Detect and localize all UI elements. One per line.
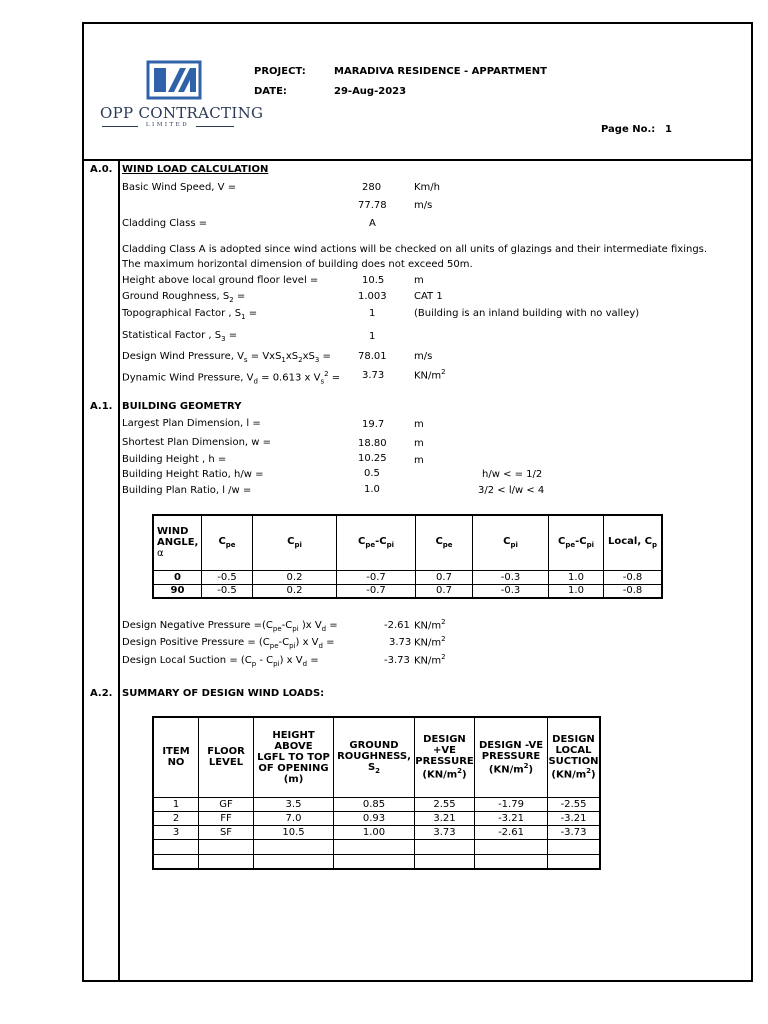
building-height-value: 10.25 (358, 453, 387, 464)
shortest-dimension-label: Shortest Plan Dimension, w = (122, 437, 271, 448)
cell: FF (199, 811, 254, 825)
wind-speed-ms-unit: m/s (414, 200, 433, 211)
cell: -0.3 (473, 584, 549, 598)
date-label: DATE: (254, 86, 287, 97)
cell: 0.2 (253, 584, 337, 598)
company-subtitle: LIMITED (145, 122, 190, 128)
topographical-note: (Building is an inland building with no valley) (414, 308, 640, 319)
height-label: Height above local ground floor level = (122, 275, 319, 286)
cell: 3 (153, 825, 199, 839)
cell: 0.85 (334, 797, 415, 811)
header-divider (82, 159, 753, 161)
largest-dimension-label: Largest Plan Dimension, l = (122, 418, 261, 429)
cell: -0.5 (202, 584, 253, 598)
roughness-label: Ground Roughness, $S_2$ = (122, 291, 246, 304)
header-cpi-2: $C_{pi}$ (473, 515, 549, 570)
table-row (153, 811, 600, 825)
table-row (153, 825, 600, 839)
height-value: 10.5 (362, 275, 385, 286)
header-cpi: $C_{pi}$ (253, 515, 337, 570)
table-row (153, 797, 600, 811)
negative-pressure-label: Design Negative Pressure $=(C_{pe}-C_{pi}$ )x $V_d$ = (122, 620, 338, 633)
building-height-label: Building Height , h = (122, 454, 227, 465)
height-unit: m (414, 275, 424, 286)
project-label: PROJECT: (254, 66, 306, 77)
design-wind-loads-table (152, 716, 601, 870)
header-positive-pressure: DESIGN +VE PRESSURE $(KN/m^2)$ (415, 717, 475, 797)
cell: -0.8 (604, 570, 663, 584)
largest-dimension-value: 19.7 (362, 419, 385, 430)
date-value: 29-Aug-2023 (334, 86, 407, 97)
topographical-value: 1 (369, 308, 376, 319)
cell: 0.7 (416, 584, 473, 598)
local-suction-label: Design Local Suction = $(C_p - C_{pi})$ x $V_d$ = (122, 655, 319, 668)
positive-pressure-label: Design Positive Pressure = $(C_{pe}-C_{pi})$ x $V_d$ = (122, 637, 335, 650)
section-a0-number: A.0. (90, 164, 113, 175)
wind-speed-kmh-unit: Km/h (414, 182, 441, 193)
header-ground-roughness: GROUND ROUGHNESS, $S_2$ (334, 717, 415, 797)
wind-speed-label: Basic Wind Speed, V = (122, 182, 237, 193)
cell: -0.5 (202, 570, 253, 584)
cell: 0.2 (253, 570, 337, 584)
height-ratio-label: Building Height Ratio, h/w = (122, 469, 264, 480)
header-height: HEIGHT ABOVE LGFL TO TOP OF OPENING (m) (254, 717, 334, 797)
cell: 3.5 (254, 797, 334, 811)
section-a2-title: SUMMARY OF DESIGN WIND LOADS: (122, 688, 325, 699)
cell: -0.7 (337, 584, 416, 598)
section-a0-title: WIND LOAD CALCULATION (122, 164, 269, 175)
cell: -0.3 (473, 570, 549, 584)
plan-ratio-value: 1.0 (364, 484, 380, 495)
wind-speed-kmh: 280 (362, 182, 382, 193)
wind-speed-ms: 77.78 (358, 200, 387, 211)
cell: 10.5 (254, 825, 334, 839)
dynamic-wind-pressure-value: 3.73 (362, 370, 385, 381)
cladding-note: Cladding Class A is adopted since wind actions will be checked on all units of glazings and their intermediate fixings. (122, 244, 708, 255)
company-name: OPP CONTRACTING (100, 104, 264, 122)
local-suction-value: -3.73 (384, 655, 410, 666)
negative-pressure-unit: $KN/m^2$ (414, 618, 446, 632)
cell: GF (199, 797, 254, 811)
cell: 0.93 (334, 811, 415, 825)
cell: 3.21 (415, 811, 475, 825)
header-cpe-minus-cpi: $C_{pe}-C_{pi}$ (337, 515, 416, 570)
header-cpe: $C_{pe}$ (202, 515, 253, 570)
height-ratio-range: h/w < = 1/2 (482, 469, 543, 480)
cell: -3.21 (548, 811, 601, 825)
dimension-note: The maximum horizontal dimension of building does not exceed 50m. (122, 259, 473, 270)
section-a2-number: A.2. (90, 688, 113, 699)
cladding-label: Cladding Class = (122, 218, 208, 229)
project-value: MARADIVA RESIDENCE - APPARTMENT (334, 66, 547, 77)
table-row (153, 584, 662, 598)
design-wind-pressure-label: Design Wind Pressure, $V_s = VxS_1xS_2xS_3$ = (122, 351, 331, 364)
dynamic-wind-pressure-label: Dynamic Wind Pressure, $V_d = 0.613$ x $V_s^2$ = (122, 370, 341, 386)
cell: 0.7 (416, 570, 473, 584)
cell: 7.0 (254, 811, 334, 825)
cell: 3.73 (415, 825, 475, 839)
cell: 1.0 (549, 584, 604, 598)
header-local-cp: Local, $C_p$ (604, 515, 663, 570)
cell: 2 (153, 811, 199, 825)
shortest-dimension-unit: m (414, 438, 424, 449)
section-a1-number: A.1. (90, 401, 113, 412)
cell: 2.55 (415, 797, 475, 811)
table-row-empty (153, 854, 600, 869)
cell: SF (199, 825, 254, 839)
cell: -3.73 (548, 825, 601, 839)
page-label: Page No.: (601, 124, 656, 135)
plan-ratio-range: 3/2 < l/w < 4 (478, 485, 545, 496)
section-column-divider (118, 160, 120, 982)
cell: -1.79 (475, 797, 548, 811)
shortest-dimension-value: 18.80 (358, 438, 387, 449)
design-wind-pressure-value: 78.01 (358, 351, 387, 362)
pressure-coefficient-table (152, 514, 663, 599)
company-logo-icon (146, 60, 202, 100)
building-height-unit: m (414, 455, 424, 466)
dynamic-wind-pressure-unit: $KN/m^2$ (414, 368, 446, 382)
header-cpe-2: $C_{pe}$ (416, 515, 473, 570)
header-item-no: ITEM NO (153, 717, 199, 797)
cell: -0.8 (604, 584, 663, 598)
header-local-suction: DESIGN LOCAL SUCTION $(KN/m^2)$ (548, 717, 601, 797)
positive-pressure-unit: $KN/m^2$ (414, 635, 446, 649)
cell: 1 (153, 797, 199, 811)
table-row (153, 570, 662, 584)
design-wind-pressure-unit: m/s (414, 351, 433, 362)
cell: 1.0 (549, 570, 604, 584)
statistical-value: 1 (369, 331, 376, 342)
negative-pressure-value: -2.61 (384, 620, 410, 631)
roughness-category: CAT 1 (414, 291, 443, 302)
plan-ratio-label: Building Plan Ratio, l /w = (122, 485, 252, 496)
roughness-value: 1.003 (358, 291, 387, 302)
header-negative-pressure: DESIGN -VE PRESSURE $(KN/m^2)$ (475, 717, 548, 797)
cell: -2.55 (548, 797, 601, 811)
cell: 1.00 (334, 825, 415, 839)
cell: -3.21 (475, 811, 548, 825)
header-wind-angle: WIND ANGLE, α (153, 515, 202, 570)
cell: -2.61 (475, 825, 548, 839)
header-floor-level: FLOOR LEVEL (199, 717, 254, 797)
cell: -0.7 (337, 570, 416, 584)
height-ratio-value: 0.5 (364, 468, 380, 479)
statistical-label: Statistical Factor , $S_3$ = (122, 330, 238, 343)
page-number: 1 (665, 124, 672, 135)
cell: 0 (153, 570, 202, 584)
topographical-label: Topographical Factor , $S_1$ = (122, 308, 258, 321)
largest-dimension-unit: m (414, 419, 424, 430)
header-cpe-minus-cpi-2: $C_{pe}-C_{pi}$ (549, 515, 604, 570)
cladding-value: A (369, 218, 376, 229)
table-row-empty (153, 839, 600, 854)
section-a1-title: BUILDING GEOMETRY (122, 401, 242, 412)
positive-pressure-value: 3.73 (389, 637, 412, 648)
cell: 90 (153, 584, 202, 598)
local-suction-unit: $KN/m^2$ (414, 653, 446, 667)
